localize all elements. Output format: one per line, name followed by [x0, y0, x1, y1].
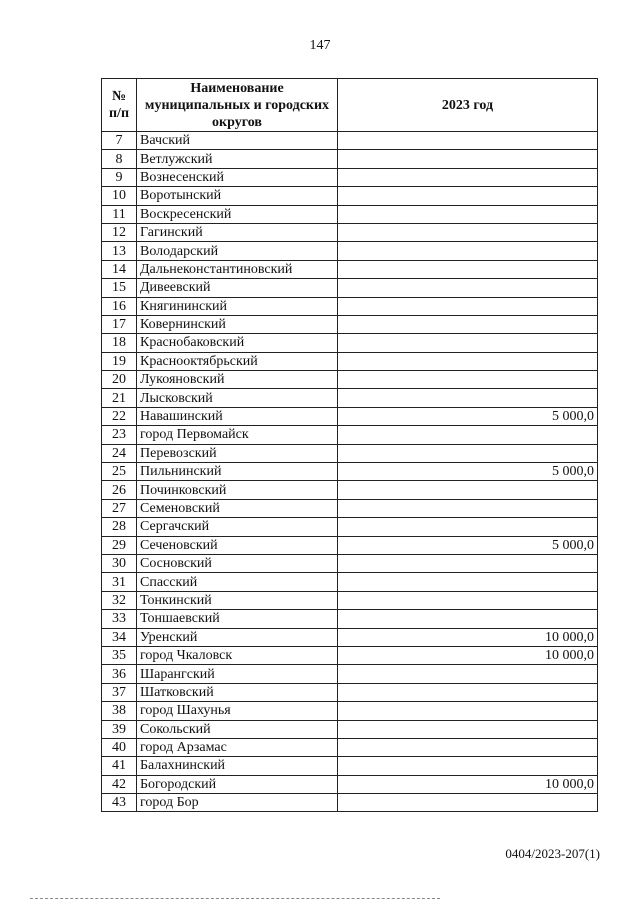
row-name: Ветлужский — [137, 150, 338, 168]
row-value — [338, 297, 598, 315]
row-number: 35 — [102, 646, 137, 664]
table-row — [102, 775, 598, 793]
table-row — [102, 518, 598, 536]
row-value — [338, 610, 598, 628]
table-row — [102, 223, 598, 241]
table-row — [102, 279, 598, 297]
table-row — [102, 738, 598, 756]
row-name: Лысковский — [137, 389, 338, 407]
row-name: город Первомайск — [137, 426, 338, 444]
table-row — [102, 352, 598, 370]
row-number: 39 — [102, 720, 137, 738]
row-value — [338, 444, 598, 462]
row-value — [338, 481, 598, 499]
allocation-table — [101, 78, 598, 812]
row-name: Шатковский — [137, 683, 338, 701]
row-name: Воротынский — [137, 187, 338, 205]
row-number: 27 — [102, 499, 137, 517]
row-value — [338, 702, 598, 720]
row-number: 34 — [102, 628, 137, 646]
row-name: Тоншаевский — [137, 610, 338, 628]
row-name: Починковский — [137, 481, 338, 499]
row-value — [338, 187, 598, 205]
row-name: Сокольский — [137, 720, 338, 738]
table-row — [102, 757, 598, 775]
row-number: 12 — [102, 223, 137, 241]
row-number: 41 — [102, 757, 137, 775]
row-value — [338, 757, 598, 775]
row-value — [338, 260, 598, 278]
row-number: 10 — [102, 187, 137, 205]
row-name: город Шахунья — [137, 702, 338, 720]
row-number: 14 — [102, 260, 137, 278]
table-row — [102, 334, 598, 352]
row-name: Тонкинский — [137, 591, 338, 609]
row-name: Краснобаковский — [137, 334, 338, 352]
table-row — [102, 610, 598, 628]
table-row — [102, 683, 598, 701]
row-value — [338, 720, 598, 738]
row-value: 10 000,0 — [338, 628, 598, 646]
table-row — [102, 297, 598, 315]
row-number: 7 — [102, 132, 137, 150]
table-row — [102, 463, 598, 481]
table-row — [102, 426, 598, 444]
row-number: 13 — [102, 242, 137, 260]
table-row — [102, 315, 598, 333]
row-name: город Чкаловск — [137, 646, 338, 664]
row-number: 38 — [102, 702, 137, 720]
row-name: Сеченовский — [137, 536, 338, 554]
table-header-row — [102, 79, 598, 132]
row-value — [338, 205, 598, 223]
table-row — [102, 260, 598, 278]
row-number: 16 — [102, 297, 137, 315]
row-value — [338, 499, 598, 517]
row-name: Ковернинский — [137, 315, 338, 333]
row-name: Дальнеконстантиновский — [137, 260, 338, 278]
row-value — [338, 518, 598, 536]
row-name: Лукояновский — [137, 371, 338, 389]
row-value — [338, 426, 598, 444]
row-name: Навашинский — [137, 407, 338, 425]
table-row — [102, 499, 598, 517]
row-number: 8 — [102, 150, 137, 168]
row-name: Княгининский — [137, 297, 338, 315]
table-row — [102, 481, 598, 499]
row-value — [338, 665, 598, 683]
row-value — [338, 573, 598, 591]
row-number: 21 — [102, 389, 137, 407]
page-number: 147 — [309, 38, 331, 53]
row-number: 43 — [102, 794, 137, 812]
row-name: Дивеевский — [137, 279, 338, 297]
table-row — [102, 628, 598, 646]
row-name: Богородский — [137, 775, 338, 793]
row-number: 19 — [102, 352, 137, 370]
document-code: 0404/2023-207(1) — [505, 846, 600, 861]
table-row — [102, 444, 598, 462]
row-name: Володарский — [137, 242, 338, 260]
row-value — [338, 334, 598, 352]
row-name: Шарангский — [137, 665, 338, 683]
row-value: 10 000,0 — [338, 775, 598, 793]
row-name: Воскресенский — [137, 205, 338, 223]
row-value — [338, 168, 598, 186]
row-number: 17 — [102, 315, 137, 333]
row-number: 36 — [102, 665, 137, 683]
row-value — [338, 315, 598, 333]
table-row — [102, 150, 598, 168]
row-value: 10 000,0 — [338, 646, 598, 664]
row-name: Пильнинский — [137, 463, 338, 481]
row-number: 23 — [102, 426, 137, 444]
row-value — [338, 242, 598, 260]
row-number: 18 — [102, 334, 137, 352]
row-value — [338, 352, 598, 370]
row-number: 11 — [102, 205, 137, 223]
row-value — [338, 389, 598, 407]
row-name: Уренский — [137, 628, 338, 646]
table-row — [102, 536, 598, 554]
row-value: 5 000,0 — [338, 407, 598, 425]
row-value — [338, 683, 598, 701]
row-number: 33 — [102, 610, 137, 628]
row-value — [338, 132, 598, 150]
row-name: Балахнинский — [137, 757, 338, 775]
table-row — [102, 702, 598, 720]
header-year: 2023 год — [338, 79, 598, 132]
row-name: Семеновский — [137, 499, 338, 517]
table-row — [102, 591, 598, 609]
row-name: Перевозский — [137, 444, 338, 462]
row-value: 5 000,0 — [338, 463, 598, 481]
row-number: 32 — [102, 591, 137, 609]
table-row — [102, 205, 598, 223]
row-name: Краснооктябрьский — [137, 352, 338, 370]
row-name: Вачский — [137, 132, 338, 150]
row-number: 24 — [102, 444, 137, 462]
row-name: Гагинский — [137, 223, 338, 241]
table-row — [102, 187, 598, 205]
row-number: 25 — [102, 463, 137, 481]
row-name: Сосновский — [137, 554, 338, 572]
row-number: 20 — [102, 371, 137, 389]
table-row — [102, 573, 598, 591]
row-value — [338, 223, 598, 241]
row-name: Спасский — [137, 573, 338, 591]
row-number: 37 — [102, 683, 137, 701]
table-row — [102, 407, 598, 425]
table-row — [102, 242, 598, 260]
row-number: 22 — [102, 407, 137, 425]
header-name: Наименование муниципальных и городских округов — [137, 79, 338, 132]
table-row — [102, 132, 598, 150]
row-value — [338, 554, 598, 572]
row-number: 29 — [102, 536, 137, 554]
row-name: город Арзамас — [137, 738, 338, 756]
table-row — [102, 168, 598, 186]
row-number: 15 — [102, 279, 137, 297]
table-row — [102, 554, 598, 572]
row-value — [338, 279, 598, 297]
row-value — [338, 150, 598, 168]
row-name: Сергачский — [137, 518, 338, 536]
table-row — [102, 389, 598, 407]
row-value — [338, 794, 598, 812]
table-row — [102, 646, 598, 664]
row-number: 26 — [102, 481, 137, 499]
row-value — [338, 371, 598, 389]
header-number: № п/п — [102, 79, 137, 132]
row-value — [338, 591, 598, 609]
row-number: 30 — [102, 554, 137, 572]
table-row — [102, 371, 598, 389]
row-value — [338, 738, 598, 756]
footer-rule — [30, 898, 440, 899]
row-number: 31 — [102, 573, 137, 591]
row-value: 5 000,0 — [338, 536, 598, 554]
table-row — [102, 794, 598, 812]
row-number: 40 — [102, 738, 137, 756]
table-row — [102, 665, 598, 683]
row-number: 9 — [102, 168, 137, 186]
row-name: город Бор — [137, 794, 338, 812]
row-number: 42 — [102, 775, 137, 793]
row-name: Вознесенский — [137, 168, 338, 186]
row-number: 28 — [102, 518, 137, 536]
table-row — [102, 720, 598, 738]
